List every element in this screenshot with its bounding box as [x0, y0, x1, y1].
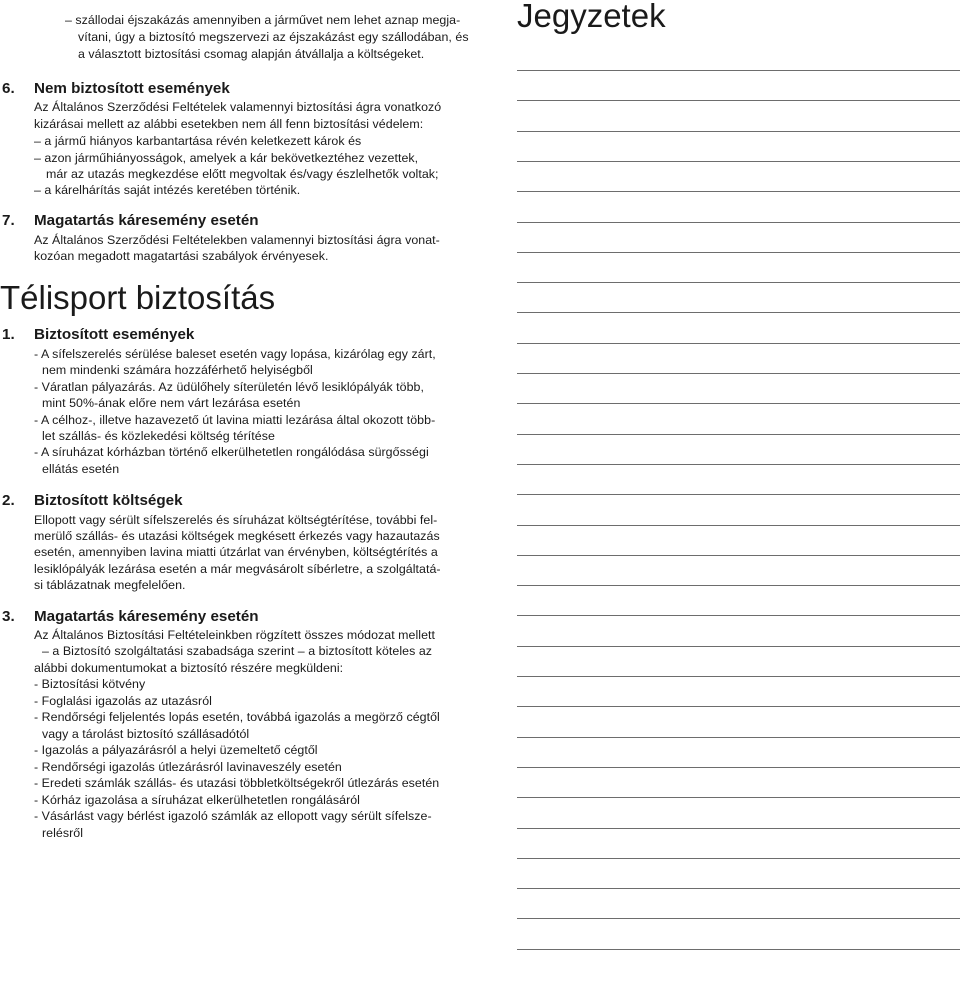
section-number: 3.: [2, 608, 15, 625]
section-title: Biztosított költségek: [34, 492, 183, 509]
text-line: Az Általános Szerződési Feltételekben valamennyi biztosítási ágra vonat-: [34, 233, 440, 247]
text-line: - A síruházat kórházban történő elkerülhetetlen rongálódása sürgősségi: [34, 445, 429, 459]
section-number: 1.: [2, 326, 15, 343]
text-line: - Biztosítási kötvény: [34, 677, 146, 691]
note-rule-line: [517, 949, 960, 950]
note-rule-line: [517, 434, 960, 435]
section-heading: [2, 212, 259, 230]
text-line: - Igazolás a pályazárásról a helyi üzemeltető cégtől: [34, 743, 318, 757]
note-rule-line: [517, 767, 960, 768]
note-rule-line: [517, 161, 960, 162]
text-line: - A célhoz-, illetve hazavezető út lavina miatti lezárása által okozott több-: [34, 413, 436, 427]
text-line: – a kárelhárítás saját intézés keretében történik.: [34, 183, 301, 197]
text-line: kizárásai mellett az alábbi esetekben nem áll fenn biztosítási védelem:: [34, 117, 424, 131]
text-line: - Foglalási igazolás az utazásról: [34, 694, 212, 708]
text-line: nem mindenki számára hozzáférhető helyiségből: [42, 363, 313, 377]
text-line: - Kórház igazolása a síruházat elkerülhetetlen rongálásáról: [34, 793, 360, 807]
note-rule-line: [517, 373, 960, 374]
text-line: – szállodai éjszakázás amennyiben a járművet nem lehet aznap megja-: [65, 13, 461, 27]
text-line: - Vásárlást vagy bérlést igazoló számlák az ellopott vagy sérült sífelsze-: [34, 809, 432, 823]
note-rule-line: [517, 252, 960, 253]
note-rule-line: [517, 100, 960, 101]
note-rule-line: [517, 615, 960, 616]
section-title: Magatartás káresemény esetén: [34, 608, 259, 625]
text-line: alábbi dokumentumokat a biztosító részére megküldeni:: [34, 661, 344, 675]
text-line: let szállás- és közlekedési költség térítése: [42, 429, 275, 443]
text-line: si táblázatnak megfelelően.: [34, 578, 186, 592]
text-line: lesiklópályák lezárása esetén a már megvásárolt síbérletre, a szolgáltatá-: [34, 562, 441, 576]
note-rule-line: [517, 888, 960, 889]
note-rule-line: [517, 585, 960, 586]
text-line: vagy a tárolást biztosító szállásadótól: [42, 727, 250, 741]
text-line: kozóan megadott magatartási szabályok érvényesek.: [34, 249, 329, 263]
note-rule-line: [517, 858, 960, 859]
text-line: vítani, úgy a biztosító megszervezi az éjszakázást egy szállodában, és: [78, 30, 469, 44]
section-heading: [2, 326, 194, 344]
note-rule-line: [517, 191, 960, 192]
text-line: Ellopott vagy sérült sífelszerelés és síruházat költségtérítése, további fel-: [34, 513, 438, 527]
section-heading: [2, 492, 183, 510]
note-rule-line: [517, 646, 960, 647]
text-line: relésről: [42, 826, 84, 840]
text-line: merülő szállás- és utazási költségek megkésett érkezés vagy hazautazás: [34, 529, 440, 543]
note-rule-line: [517, 312, 960, 313]
note-rule-line: [517, 464, 960, 465]
note-rule-line: [517, 494, 960, 495]
section-number: 7.: [2, 212, 15, 229]
section-number: 2.: [2, 492, 15, 509]
note-rule-line: [517, 70, 960, 71]
section-title: Magatartás káresemény esetén: [34, 212, 259, 229]
note-rule-line: [517, 222, 960, 223]
section-title: Biztosított események: [34, 326, 195, 343]
text-line: - A sífelszerelés sérülése baleset esetén vagy lopása, kizárólag egy zárt,: [34, 347, 436, 361]
note-rule-line: [517, 282, 960, 283]
text-line: - Eredeti számlák szállás- és utazási többletköltségekről útlezárás esetén: [34, 776, 440, 790]
note-rule-line: [517, 525, 960, 526]
text-line: mint 50%-ának előre nem várt lezárása esetén: [42, 396, 301, 410]
text-line: Az Általános Szerződési Feltételek valamennyi biztosítási ágra vonatkozó: [34, 100, 442, 114]
text-line: a választott biztosítási csomag alapján átvállalja a költségeket.: [78, 47, 425, 61]
page-title: Télisport biztosítás: [0, 279, 276, 316]
text-line: már az utazás megkezdése előtt megvoltak és/vagy észlelhetők voltak;: [46, 167, 439, 181]
text-line: - Rendőrségi feljelentés lopás esetén, továbbá igazolás a megörző cégtől: [34, 710, 440, 724]
note-rule-line: [517, 797, 960, 798]
note-rule-line: [517, 737, 960, 738]
note-rule-line: [517, 918, 960, 919]
note-rule-line: [517, 131, 960, 132]
text-line: - Rendőrségi igazolás útlezárásról lavinaveszély esetén: [34, 760, 342, 774]
text-line: - Váratlan pályazárás. Az üdülőhely síterületén lévő lesiklópályák több,: [34, 380, 424, 394]
text-line: Az Általános Biztosítási Feltételeinkben rögzített összes módozat mellett: [34, 628, 436, 642]
note-rule-line: [517, 706, 960, 707]
note-rule-line: [517, 403, 960, 404]
section-heading: [2, 608, 259, 626]
notes-title: Jegyzetek: [517, 0, 666, 34]
text-line: – a jármű hiányos karbantartása révén keletkezett károk és: [34, 134, 362, 148]
note-rule-line: [517, 676, 960, 677]
section-title: Nem biztosított események: [34, 80, 230, 97]
note-rule-line: [517, 343, 960, 344]
text-line: – azon járműhiányosságok, amelyek a kár bekövetkeztéhez vezettek,: [34, 151, 419, 165]
section-number: 6.: [2, 80, 15, 97]
section-heading: [2, 80, 230, 98]
text-line: esetén, amennyiben lavina miatti útzárlat van érvényben, költségtérítés a: [34, 545, 438, 559]
text-line: ellátás esetén: [42, 462, 120, 476]
note-rule-line: [517, 828, 960, 829]
text-line: – a Biztosító szolgáltatási szabadsága szerint – a biztosított köteles az: [42, 644, 433, 658]
note-rule-line: [517, 555, 960, 556]
